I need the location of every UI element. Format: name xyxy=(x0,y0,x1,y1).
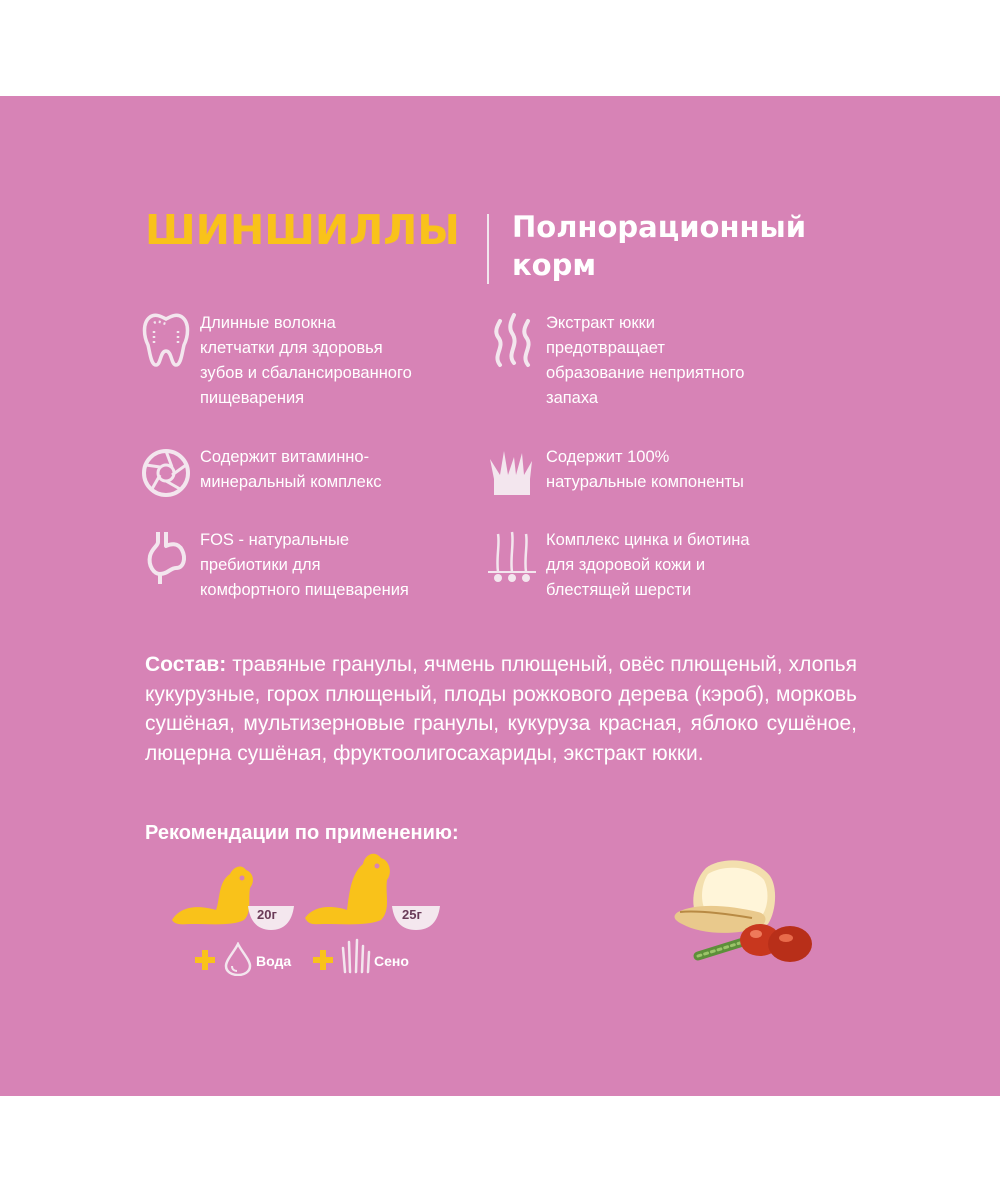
composition-ingredients: травяные гранулы, ячмень плющеный, овёс плющеный, хлопья кукурузные, горох плющеный, плоды рожкового дерева (кэроб), морковь сушёная, мультизерновые гранулы, кукуруза красная, яблоко сушёное, люцерна сушёная, фруктоолигосахариды, экстракт юкки. xyxy=(145,653,857,765)
addon-water-label: Вода xyxy=(256,953,292,969)
feature-zinc-biotin xyxy=(486,528,750,603)
feature-text: Комплекс цинка и биотина для здоровой кожи и блестящей шерсти xyxy=(546,531,750,599)
composition-text xyxy=(145,650,857,768)
product-subtitle: Полнорационный корм xyxy=(512,210,807,282)
title-divider xyxy=(487,214,489,284)
feature-text: Содержит витаминно- минеральный комплекс xyxy=(200,448,382,491)
feature-text: Длинные волокна клетчатки для здоровья зубов и сбалансированного пищеварения xyxy=(200,314,412,407)
feature-text: Содержит 100% натуральные компоненты xyxy=(546,448,744,491)
feature-yucca xyxy=(486,311,744,411)
food-illustration xyxy=(672,852,822,972)
tooth-icon xyxy=(140,311,192,371)
odor-waves-icon xyxy=(486,311,538,371)
product-title: ШИНШИЛЛЫ xyxy=(145,206,460,254)
dose-amount: 20г xyxy=(257,907,277,922)
plus-icon xyxy=(313,950,333,970)
feature-text: Экстракт юкки предотвращает образование неприятного запаха xyxy=(546,314,745,407)
plus-icon xyxy=(195,950,215,970)
hay-icon xyxy=(341,938,371,974)
feature-text: FOS - натуральные пребиотики для комфортного пищеварения xyxy=(200,531,409,599)
water-drop-icon xyxy=(224,942,252,976)
hair-follicle-icon xyxy=(486,528,538,588)
recommendations-title: Рекомендации по применению: xyxy=(145,822,459,844)
feature-fos xyxy=(140,528,409,603)
grass-icon xyxy=(486,445,538,505)
addon-hay-label: Сено xyxy=(374,953,409,969)
dose-amount: 25г xyxy=(402,907,422,922)
feature-natural xyxy=(486,445,744,505)
vitamin-aperture-icon xyxy=(140,445,192,505)
composition-label: Состав: xyxy=(145,653,227,676)
stomach-icon xyxy=(140,528,192,588)
feature-vitamins xyxy=(140,445,382,505)
feature-fiber xyxy=(140,311,412,411)
